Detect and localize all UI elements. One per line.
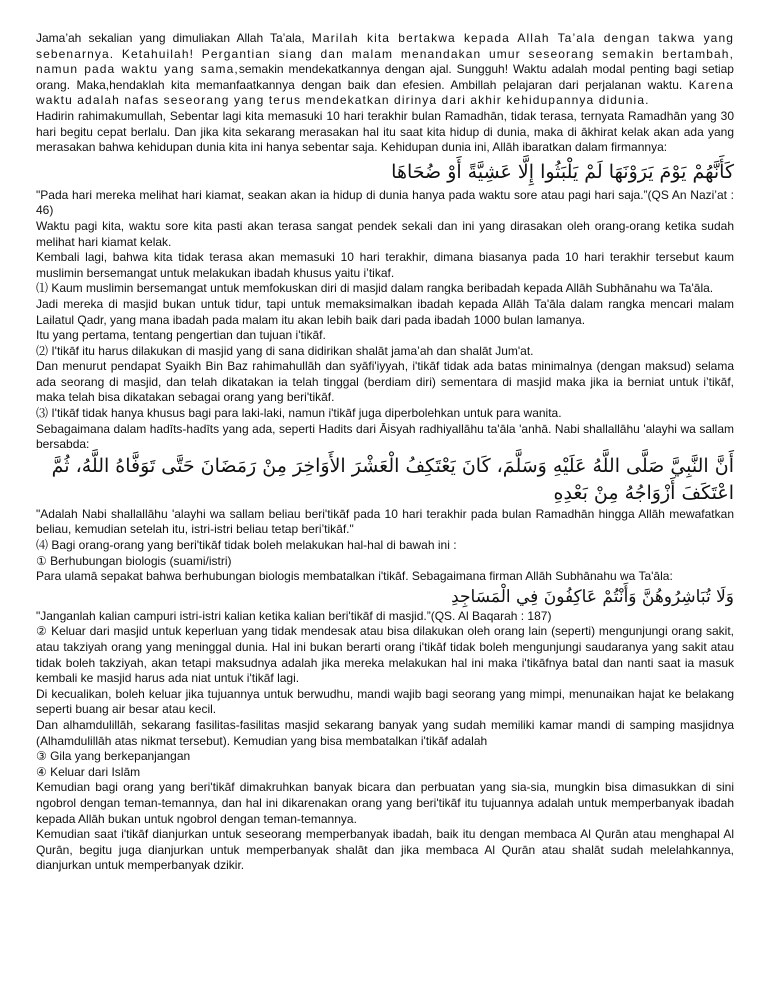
paragraph-last-ten-days: Kembali lagi, bahwa kita tidak terasa akan memasuki 10 hari terakhir, dimana biasanya pada 10 hari terakhir tersebut kaum muslimin bersemangat untuk melakukan ibadah khusus yaitu i’tikaf. bbox=[36, 250, 734, 280]
paragraph-definition: Itu yang pertama, tentang pengertian dan tujuan i'tikāf. bbox=[36, 328, 326, 343]
subpoint-1: ① Berhubungan biologis (suami/istri) bbox=[36, 553, 232, 568]
opening-time-reminder: semakin mendekatkannya dengan ajal. Sungguh! Waktu adalah modal penting bagi setiap orang. Maka,hendaklah kita memanfaatkannya dengan baik dan efesien. Ambillah pelajaran dari perjalanan waktu. bbox=[36, 62, 734, 92]
document-body bbox=[36, 31, 734, 874]
paragraph-recommended: Kemudian saat i'tikāf dianjurkan untuk seseorang memperbanyak ibadah, baik itu dengan membaca Al Qurān atau menghapal Al Qurān, begitu juga dianjurkan untuk memperbanyak shalāt dan jika membaca Al Qurān atau shalāt sudah melelahkannya, dianjurkan untuk memperbanyak dzikir. bbox=[36, 827, 734, 873]
subpoint-4: ④ Keluar dari Islām bbox=[36, 764, 141, 779]
paragraph-ulama-consensus: Para ulamā sepakat bahwa berhubungan biologis membatalkan i'tikāf. Sebagaimana firman Allāh Subhānahu wa Ta'āla: bbox=[36, 569, 673, 584]
opening-breath-reminder: Karena waktu adalah nafas seseorang yang terus mendekatkan dirinya dari akhir kehidupannya didunia. bbox=[36, 77, 734, 108]
point-4: ⑷ Bagi orang-orang yang beri'tikāf tidak boleh melakukan hal-hal di bawah ini : bbox=[36, 538, 457, 553]
opening-paragraph bbox=[36, 31, 734, 109]
point-3: ⑶ I'tikāf tidak hanya khusus bagi para laki-laki, namun i'tikāf juga diperbolehkan untuk para wanita. bbox=[36, 406, 562, 421]
arabic-verse-baqarah: وَلَا تُبَاشِرُوهُنَّ وَأَنْتُمْ عَاكِفُونَ فِي الْمَسَاجِدِ bbox=[451, 586, 734, 607]
paragraph-exceptions: Di kecualikan, boleh keluar jika tujuannya untuk berwudhu, mandi wajib bagi seorang yang mimpi, menunaikan hajat ke belakang seperti buang air besar atau kecil. bbox=[36, 686, 734, 717]
paragraph-lailatul-qadr: Jadi mereka di masjid bukan untuk tidur, tapi untuk memaksimalkan ibadah kepada Allāh Ta'āla dalam rangka mencari malam Lailatul Qadr, yang mana ibadah pada malam itu akan lebih baik dari pada ibadah 1000 bulan lamanya. bbox=[36, 296, 734, 327]
paragraph-morning-evening: Waktu pagi kita, waktu sore kita pasti akan terasa sangat pendek sekali dan ini yang dirasakan oleh orang-orang ketika sudah melihat hari kiamat kelak. bbox=[36, 218, 734, 249]
point-1: ⑴ Kaum muslimin bersemangat untuk memfokuskan diri di masjid dalam rangka beribadah kepada Allāh Subhānahu wa Ta'āla. bbox=[36, 281, 714, 296]
point-2: ⑵ I'tikāf itu harus dilakukan di masjid yang di sana didirikan shalāt jama’ah dan shalāt Jum'at. bbox=[36, 343, 534, 358]
paragraph-makruh: Kemudian bagi orang yang beri'tikāf dimakruhkan banyak bicara dan perbuatan yang sia-sia, mungkin bisa dimasukkan di sini ngobrol dengan teman-temannya, dan hal ini dikarenakan orang yang beri'tikāf itu tujuannya adalah untuk memperbanyak ibadah kepada Allāh bukan untuk ngobrol dengan teman-temannya. bbox=[36, 780, 734, 826]
paragraph-bin-baz: Dan menurut pendapat Syaikh Bin Baz rahimahullāh dan syāfi'iyyah, i'tikāf tidak ada batas minimalnya (dengan maksud) selama ada seorang di masjid, dan telah dikatakan ia telah tinggal (berdiam diri) sementara di masjid maka jika ia berniat untuk i’tikāf, maka telah bisa dikatakan sebagai orang yang beri'tikāf. bbox=[36, 359, 734, 405]
arabic-verse-naziat: كَأَنَّهُمْ يَوْمَ يَرَوْنَهَا لَمْ يَلْبَثُوا إِلَّا عَشِيَّةً أَوْ ضُحَاهَا bbox=[391, 160, 734, 183]
opening-exhortation: Marilah kita bertakwa kepada Allah Ta’ala dengan takwa yang sebenarnya. Ketahuilah! Pergantian siang dan malam menandakan umur seseorang semakin bertambah, namun pada waktu yang sama, bbox=[36, 31, 734, 77]
subpoint-3: ③ Gila yang berkepanjangan bbox=[36, 749, 191, 764]
translation-baqarah: "Janganlah kalian campuri istri-istri kalian ketika kalian beri'tikāf di masjid.”(QS. Al Baqarah : 187) bbox=[36, 608, 552, 623]
translation-naziat: "Pada hari mereka melihat hari kiamat, seakan akan ia hidup di dunia hanya pada waktu sore atau pagi hari saja.”(QS An Nazi’at : 46) bbox=[36, 187, 734, 218]
subpoint-2: ② Keluar dari masjid untuk keperluan yang tidak mendesak atau bisa dilakukan oleh orang lain (seperti) mengunjungi orang sakit, atau takziyah orang yang meninggal dunia. Hal ini bukan berarti orang i'tikāf tidak boleh mengunjungi saudaranya yang sakit atau tidak boleh takziyah, akan tetapi maksudnya adalah jika mereka melakukan hal ini maka i'tikāfnya batal dan nanti saat ia masuk kembali ke masjid harus ada niat untuk i'tikāf lagi. bbox=[36, 624, 734, 686]
paragraph-hadith-intro: Sebagaimana dalam hadīts-hadīts yang ada, seperti Hadits dari Āisyah radhiyallāhu ta'āla 'anhā. Nabi shallallāhu 'alayhi wa sallam bersabda: bbox=[36, 421, 734, 452]
paragraph-ramadhan: Hadirin rahimakumullah, Sebentar lagi kita memasuki 10 hari terakhir bulan Ramadhān, tidak terasa, ternyata Ramadhān yang 30 hari begitu cepat berlalu. Dan jika kita sekarang merasakan hal itu saat kita hidup di dunia, maka di ākhirat kelak akan ada yang merasakan bahwa kehidupan dunia kita ini hanya sebentar saja. Kehidupan dunia ini, Allāh ibaratkan dalam firmannya: bbox=[36, 108, 734, 155]
arabic-hadith: أَنَّ النَّبِيَّ صَلَّى اللَّهُ عَلَيْهِ وَسَلَّمَ، كَانَ يَعْتَكِفُ الْعَشْرَ الأَوَاخِرَ مِنْ رَمَضَانَ حَتَّى تَوَفَّاهُ اللَّهُ، ثُمَّ اعْتَكَفَ أَزْوَاجُهُ مِنْ بَعْدِهِ bbox=[51, 454, 734, 504]
paragraph-facilities: Dan alhamdulillāh, sekarang fasilitas-fasilitas masjid sekarang banyak yang sudah memiliki kamar mandi di samping masjidnya (Alhamdulillāh atas nikmat tersebut). Kemudian yang bisa membatalkan i'tikāf adalah bbox=[36, 717, 734, 748]
opening-greeting: Jama’ah sekalian yang dimuliakan Allah Ta’ala, bbox=[36, 31, 305, 45]
translation-hadith: "Adalah Nabi shallallāhu 'alayhi wa sallam beliau beri'tikāf pada 10 hari terakhir pada bulan Ramadhān hingga Allāh mewafatkan beliau, kemudian setelah itu, istri-istri beliau tetap beri’tikāf." bbox=[36, 506, 734, 537]
